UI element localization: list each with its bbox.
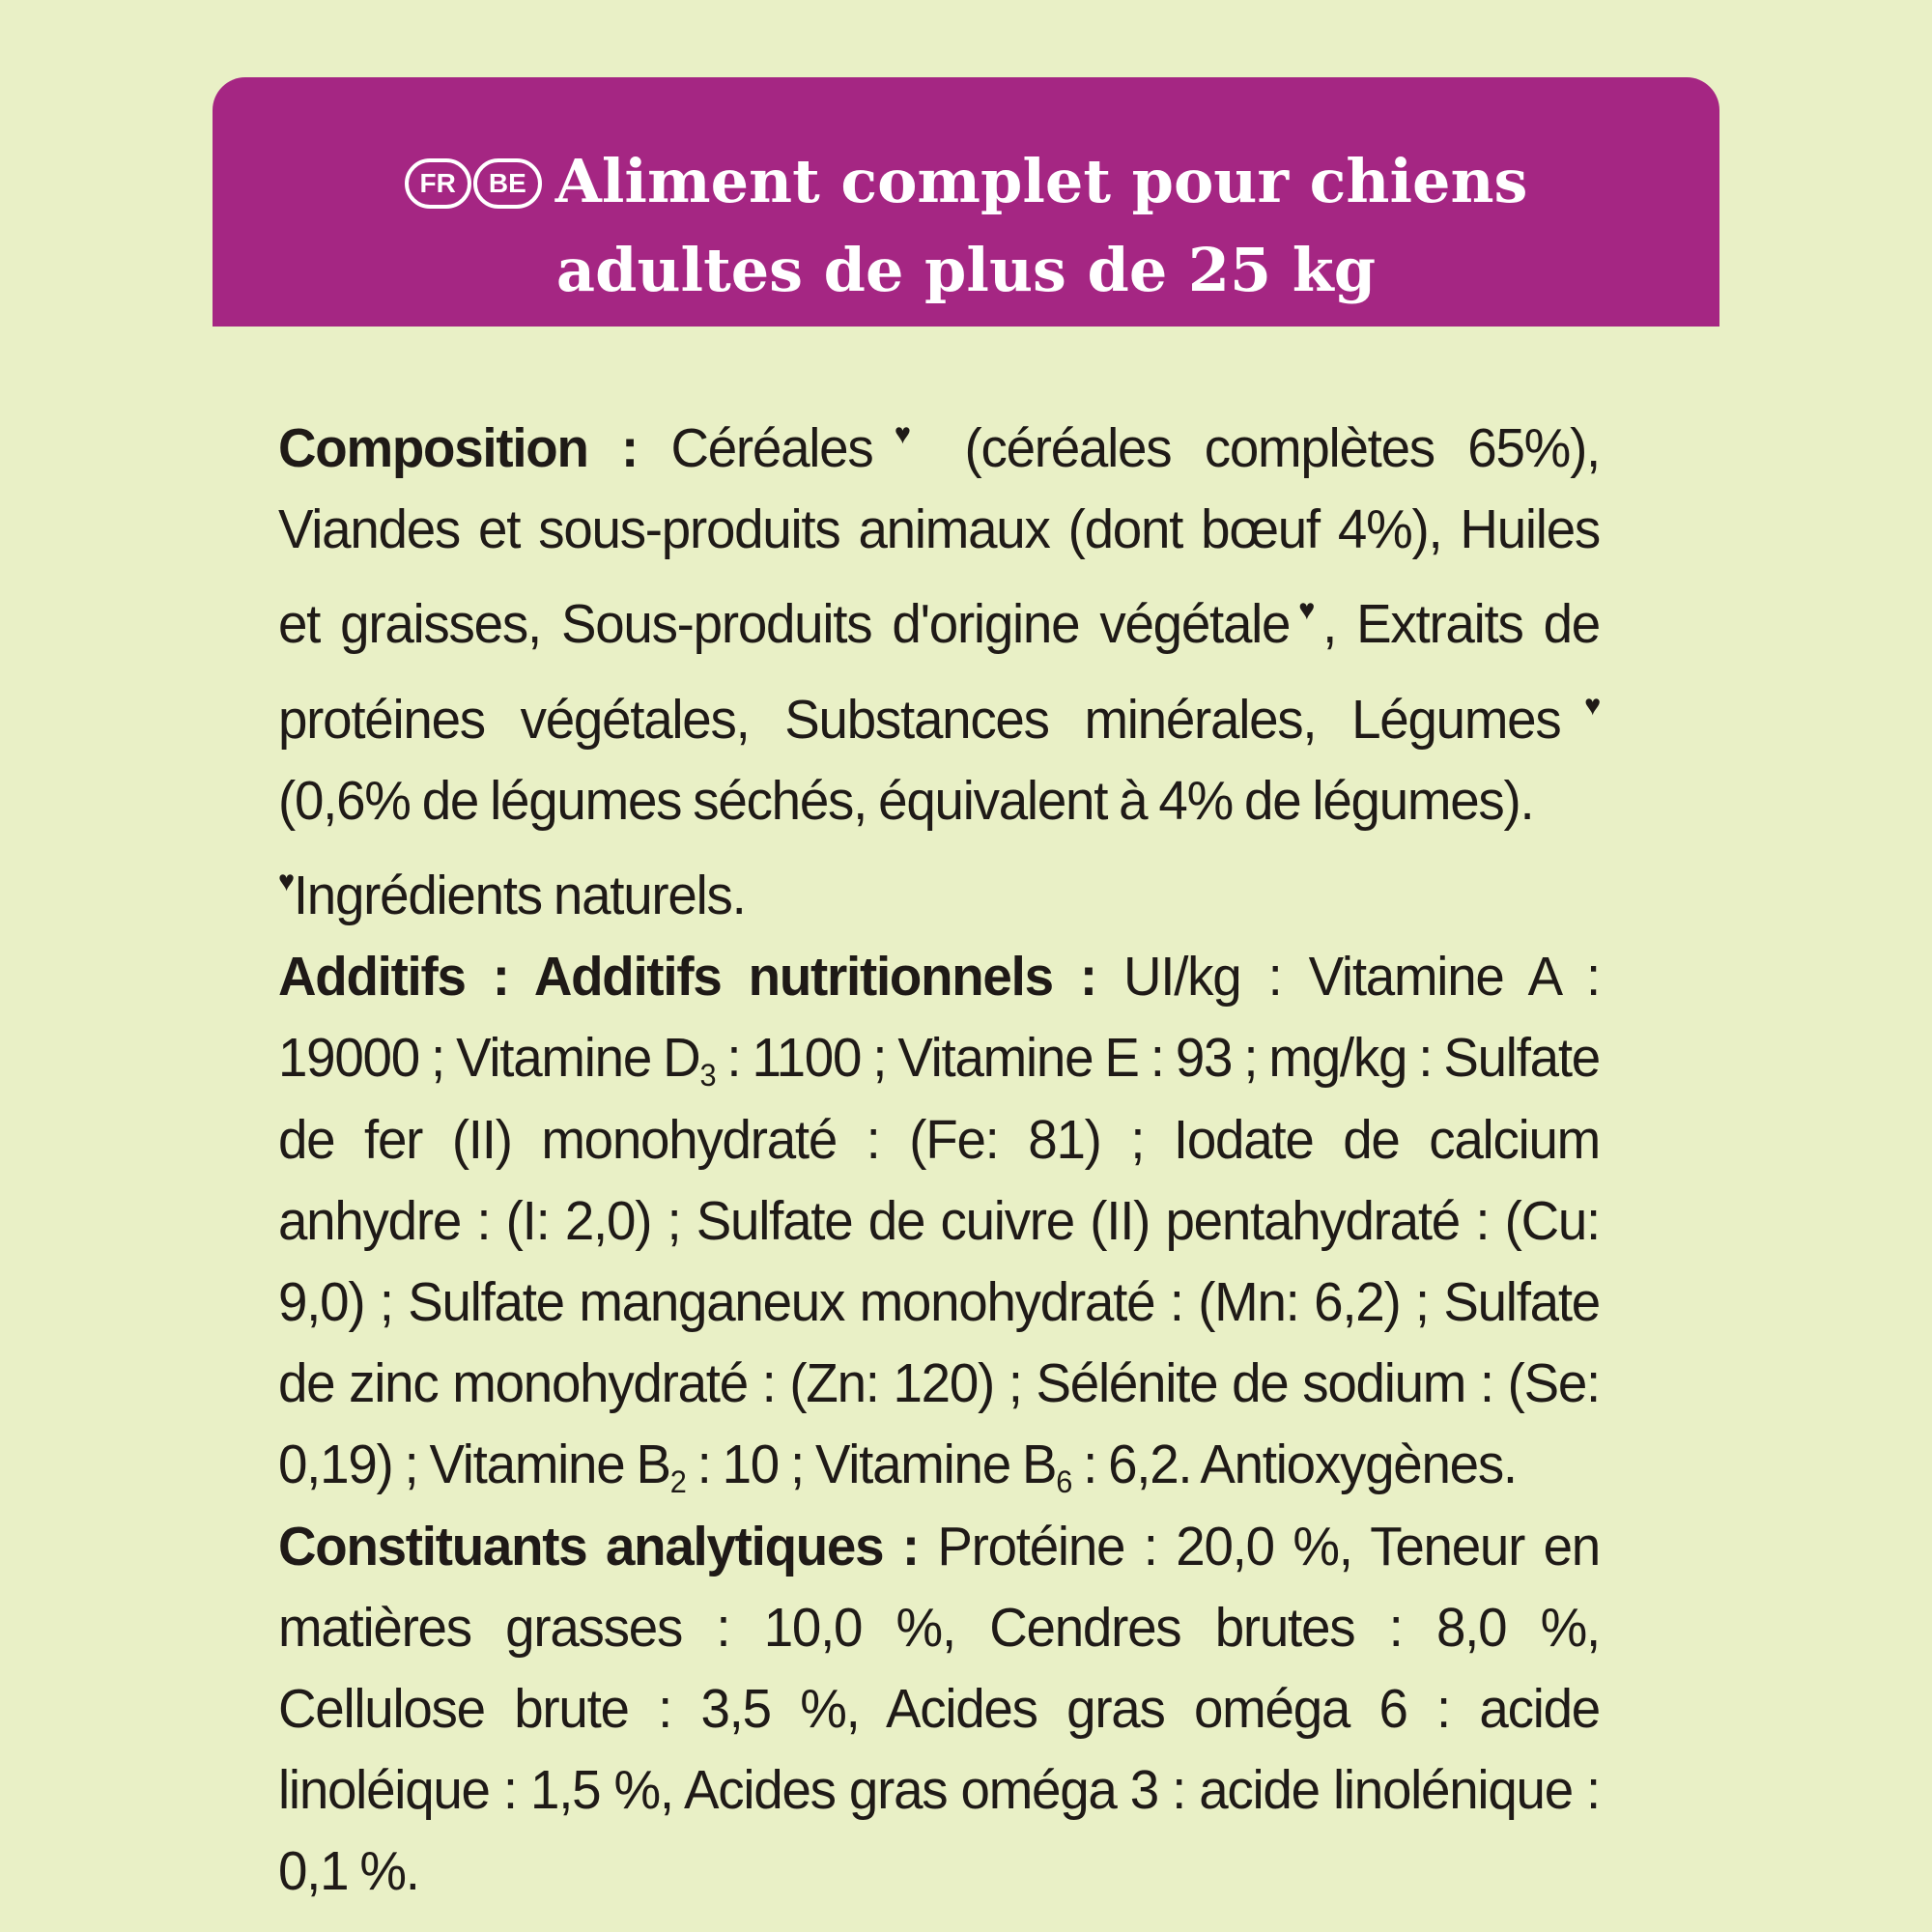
composition-text-2: (céréales complètes 65%), Viandes et sous-produits animaux (dont bœuf 4%), Huiles et graisses, Sous-produits d'origine végétale (278, 417, 1601, 656)
additifs-label: Additifs : Additifs nutritionnels : (278, 946, 1096, 1009)
additifs-text-2: : 1100 ; Vitamine E : 93 ; mg/kg : Sulfate de fer (II) monohydraté : (Fe: 81) ; Iodate de calcium anhydre : (I: 2,0) ; Sulfate de cuivre (II) pentahydraté : (Cu: 9,0) ; Sulfate manganeux monohydraté : (Mn: 6,2) ; Sulfate de zinc monohydraté : (Zn: 120) ; Sélénite de sodium : (Se: 0,19) ; Vitamine B (278, 1027, 1600, 1496)
title-line-1 (213, 137, 1719, 226)
heart-icon: ♥ (872, 418, 932, 450)
subscript-6: 6 (1056, 1464, 1072, 1500)
title-banner (213, 77, 1719, 327)
additifs-text-4: : 6,2. Antioxygènes. (1083, 1434, 1517, 1496)
country-badge-be: BE (473, 158, 542, 209)
label-text (278, 394, 1600, 1913)
constituants-paragraph (278, 1506, 1600, 1913)
constituants-label: Constituants analytiques : (278, 1515, 919, 1577)
title-line-2: adultes de plus de 25 kg (555, 235, 1377, 305)
additifs-text-3: : 10 ; Vitamine B (696, 1434, 1057, 1496)
country-badge-fr: FR (405, 158, 471, 209)
heart-icon: ♥ (1560, 689, 1601, 722)
subscript-2: 2 (669, 1464, 686, 1500)
footnote (278, 841, 1600, 936)
footnote-text: Ingrédients naturels. (293, 865, 746, 927)
title-text-1: Aliment complet pour chiens (554, 146, 1528, 216)
heart-icon: ♥ (1290, 594, 1323, 627)
heart-icon: ♥ (278, 866, 294, 898)
subscript-3: 3 (699, 1058, 716, 1094)
additifs-text-1: UI/kg : Vitamine A : 19000 ; Vitamine D (278, 946, 1600, 1090)
composition-text-3: , Extraits de protéines végétales, Substances minérales, Légumes (278, 593, 1600, 751)
composition-paragraph (278, 394, 1600, 841)
additifs-paragraph (278, 936, 1600, 1505)
constituants-text: Protéine : 20,0 %, Teneur en matières grasses : 10,0 %, Cendres brutes : 8,0 %, Cellulose brute : 3,5 %, Acides gras oméga 6 : acide linoléique : 1,5 %, Acides gras oméga 3 : acide linolénique : 0,1 %. (278, 1515, 1600, 1903)
composition-label: Composition : (278, 417, 639, 479)
composition-text-4: (0,6% de légumes séchés, équivalent à 4% de légumes). (278, 769, 1534, 832)
composition-text-1: Céréales (670, 417, 873, 479)
